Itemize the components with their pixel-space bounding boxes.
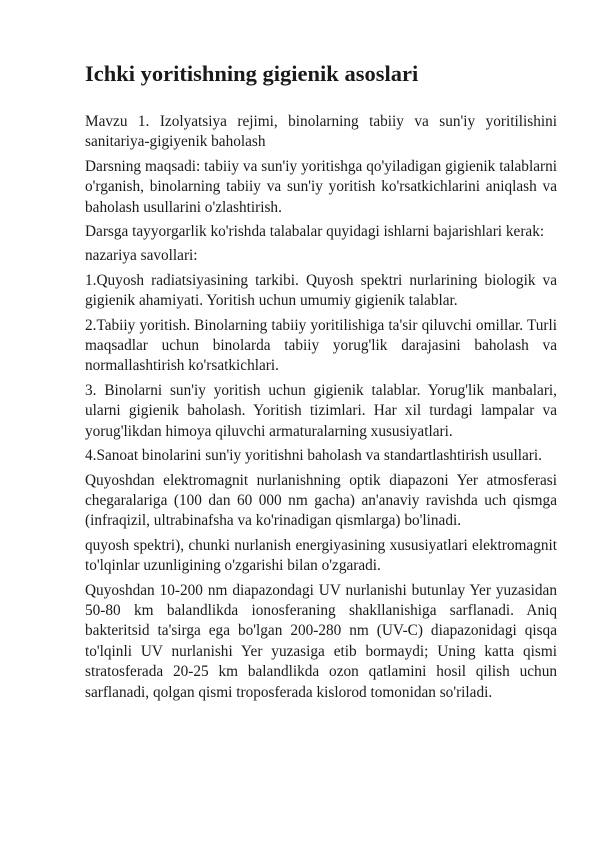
theory-questions-heading: nazariya savollari: — [85, 247, 198, 265]
document-title: Ichki yoritishning gigienik asoslari — [85, 61, 419, 86]
topic-paragraph: Mavzu 1. Izolyatsiya rejimi, binolarning tabiiy va sun'iy yoritilishini sanitariya-gigiyenik baholash — [85, 113, 557, 151]
lesson-goal-paragraph: Darsning maqsadi: tabiiy va sun'iy yoritishga qo'yiladigan gigienik talablarni o'rganish, binolarning tabiiy va sun'iy yoritish ko'rsatkichlarini aniqlash va baholash usullarini o'zlashtirish. — [85, 157, 557, 216]
uv-radiation-paragraph: Quyoshdan 10-200 nm diapazondagi UV nurlanishi butunlay Yer yuzasidan 50-80 km balandlikda ionosferaning shakllanishiga sarflanadi. Aniq bakteritsid ta'sirga ega bo'lgan 200-280 nm (UV-C) diapazonidagi qisqa to'lqinli UV nurlanishi Yer yuzasiga etib bormaydi; Uning katta qismi stratosferada 20-25 km balandlikda ozon qatlamini hosil qilish uchun sarflanadi, qolgan qismi troposferada kislorod tomonidan so'riladi. — [85, 581, 557, 701]
document-body — [85, 112, 557, 707]
question-4-paragraph: 4.Sanoat binolarini sun'iy yoritishni baholash va standartlashtirish usullari. — [85, 447, 542, 465]
preparation-paragraph: Darsga tayyorgarlik ko'rishda talabalar quyidagi ishlarni bajarishlari kerak: — [85, 223, 545, 241]
question-2-paragraph: 2.Tabiiy yoritish. Binolarning tabiiy yoritilishiga ta'sir qiluvchi omillar. Turli maqsadlar uchun binolarda tabiiy yorug'lik darajasini baholash va normallashtirish ko'rsatkichlari. — [85, 316, 557, 375]
optical-range-paragraph: Quyoshdan elektromagnit nurlanishning optik diapazoni Yer atmosferasi chegaralariga (100 dan 60 000 nm gacha) an'anaviy ravishda uch qismga (infraqizil, ultrabinafsha va ko'rinadigan qismlarga) bo'linadi. — [85, 471, 557, 530]
question-1-paragraph: 1.Quyosh radiatsiyasining tarkibi. Quyosh spektri nurlarining biologik va gigienik ahamiyati. Yoritish uchun umumiy gigienik talablar. — [85, 271, 557, 310]
solar-spectrum-paragraph: quyosh spektri), chunki nurlanish energiyasining xususiyatlari elektromagnit to'lqinlar uzunligining o'zgarishi bilan o'zgaradi. — [85, 536, 557, 575]
question-3-paragraph: 3. Binolarni sun'iy yoritish uchun gigienik talablar. Yorug'lik manbalari, ularni gigienik baholash. Yoritish tizimlari. Har xil turdagi lampalar va yorug'likdan himoya qiluvchi armaturalarning xususiyatlari. — [85, 381, 557, 440]
